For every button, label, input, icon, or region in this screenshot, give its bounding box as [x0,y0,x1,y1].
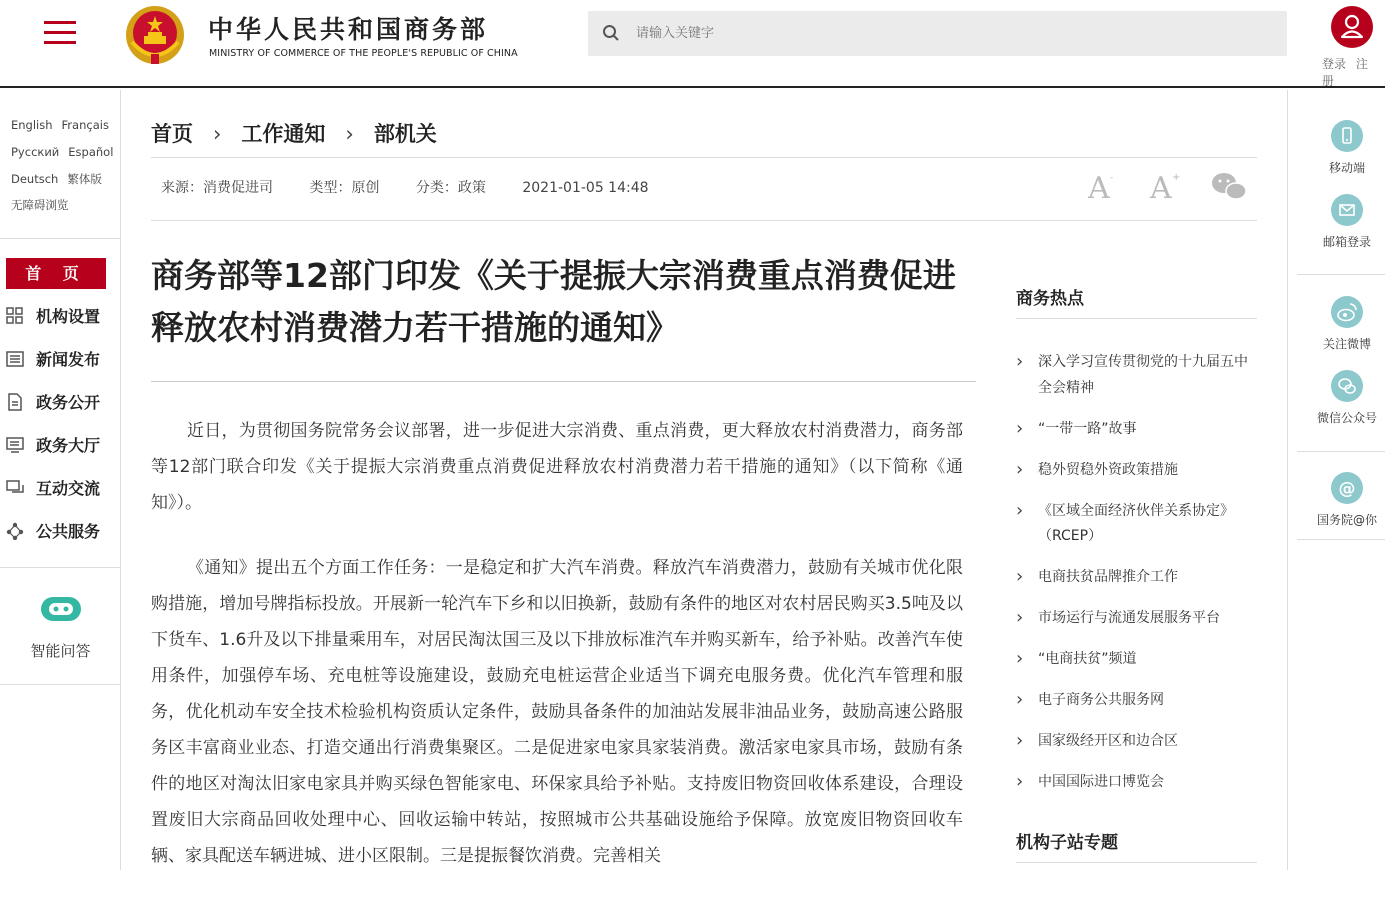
login-link[interactable]: 登录 [1322,57,1347,71]
meta-datetime: 2021-01-05 14:48 [522,180,649,196]
share-icon [6,522,24,540]
register-link[interactable]: 注册 [1322,57,1368,88]
ai-assistant-label: 智能问答 [30,642,91,660]
divider [1016,862,1257,863]
hot-topic-item[interactable]: › 电商扶贫品牌推介工作 [1016,565,1257,591]
article-paragraph: 《通知》提出五个方面工作任务：一是稳定和扩大汽车消费。释放汽车消费潜力，鼓励有关城市优化限购措施，增加号牌指标投放。开展新一轮汽车下乡和以旧换新，鼓励有条件的地区对农村居民购买3.5吨及以下货车、1.6升及以下排量乘用车，对居民淘汰国三及以下排放标准汽车并购买新车，给予补贴。改善汽车使用条件，加强停车场、充电桩等设施建设，鼓励充电桩运营企业适当下调充电服务费。优化汽车管理和服务，优化机动车安全技术检验机构资质认定条件，鼓励具备条件的加油站发展非油品业务，鼓励高速公路服务区丰富商业业态、打造交通出行消费集聚区。二是促进家电家具家装消费。激活家电家具市场，鼓励有条件的地区对淘汰旧家电家具并购买绿色智能家电、环保家具给予补贴。支持废旧物资回收体系建设，合理设置废旧大宗商品回收处理中心、回收运输中转站，按照城市公共基础设施给予保障。放宽废旧物资回收车辆、家具配送车辆进城、进小区限制。三是提振餐饮消费。完善相关 [151,558,963,866]
nav-home[interactable]: 首 页 [6,258,106,289]
font-tools [1088,166,1248,210]
state-council-link[interactable] [1297,472,1385,528]
nav-item-interaction[interactable] [6,474,116,502]
breadcrumb [151,118,437,148]
svg-text:@: @ [1338,479,1356,499]
mobile-icon [1331,120,1363,152]
article-title: 商务部等12部门印发《关于提振大宗消费重点消费促进释放农村消费潜力若干措施的通知》 [151,256,956,347]
mobile-link[interactable] [1297,120,1385,176]
wechat-link[interactable] [1297,370,1385,426]
nav-label: 政务公开 [36,393,101,412]
wechat-icon [1331,370,1363,402]
hot-topic-item[interactable]: › 中国国际进口博览会 [1016,770,1257,796]
divider [1297,451,1385,452]
sub-sites-title: 机构子站专题 [1016,833,1118,853]
site-name-en: MINISTRY OF COMMERCE OF THE PEOPLE'S REPUBLIC OF CHINA [209,48,518,59]
wechat-share-icon[interactable] [1212,173,1246,199]
divider [0,684,121,685]
lang-french[interactable]: Français [61,118,109,132]
hot-topic-item[interactable]: › 电子商务公共服务网 [1016,688,1257,714]
accessibility-link[interactable]: 无障碍浏览 [11,198,69,213]
svg-text:A: A [1088,171,1110,206]
article-meta [161,177,681,197]
breadcrumb-notice[interactable]: 工作通知 [241,122,326,146]
ai-assistant-button[interactable] [0,594,121,628]
site-header [0,0,1385,88]
nav-item-public-service[interactable] [6,517,116,545]
article-body [151,413,963,903]
nav-item-news[interactable] [6,345,116,373]
nav-label: 互动交流 [36,479,101,498]
left-sidebar [0,90,121,870]
mail-icon [1331,194,1363,226]
chevron-right-icon: › [345,122,354,146]
meta-source: 来源：消费促进司 [161,180,273,196]
divider [151,157,1257,158]
monitor-icon [6,436,24,454]
news-icon [6,350,24,368]
divider [0,567,121,568]
lang-traditional[interactable]: 繁体版 [67,171,102,186]
meta-category: 分类：政策 [415,180,486,196]
chat-icon [6,479,24,497]
language-links [0,90,120,219]
divider [151,381,976,382]
hot-topics-title: 商务热点 [1016,289,1084,309]
breadcrumb-dept[interactable]: 部机关 [373,122,437,146]
breadcrumb-home[interactable]: 首页 [151,122,193,146]
user-avatar-icon[interactable] [1331,6,1373,48]
nav-label: 机构设置 [36,307,101,326]
robot-icon [38,594,84,624]
hot-topics-list [1016,350,1257,811]
hot-topic-item[interactable]: › “一带一路”故事 [1016,417,1257,443]
site-name: 中华人民共和国商务部 [208,15,489,44]
hot-topic-item[interactable]: › 深入学习宣传贯彻党的十九届五中全会精神 [1016,350,1257,401]
hot-topic-item[interactable]: › 稳外贸稳外资政策措施 [1016,458,1257,484]
grid-icon [6,307,24,325]
nav-item-gov-open[interactable] [6,388,116,416]
divider [1297,539,1385,540]
search-input[interactable] [636,11,1276,56]
svg-text:-: - [1110,173,1114,183]
weibo-link[interactable] [1297,296,1385,352]
nav-label: 政务大厅 [36,436,101,455]
svg-text:+: + [1172,172,1181,183]
article-paragraph: 近日，为贯彻国务院常务会议部署，进一步促进大宗消费、重点消费，更大释放农村消费潜力，商务部等12部门联合印发《关于提振大宗消费重点消费促进释放农村消费潜力若干措施的通知》（以下简称《通知》）。 [151,421,963,513]
user-links [1322,55,1385,89]
font-smaller-icon[interactable] [1088,171,1113,206]
svg-text:A: A [1150,171,1172,206]
hot-topic-item[interactable]: › “电商扶贫”频道 [1016,647,1257,673]
search-bar [588,11,1287,56]
nav-item-org[interactable] [6,302,116,330]
right-toolbar [1287,90,1385,870]
at-icon [1331,472,1363,504]
far-label: 关注微博 [1322,337,1371,351]
far-label: 移动端 [1328,161,1365,175]
far-label: 微信公众号 [1316,411,1377,425]
font-larger-icon[interactable] [1149,171,1180,206]
divider [0,238,121,239]
nav-label: 公共服务 [36,522,101,541]
meta-type: 类型：原创 [309,180,380,196]
weibo-icon [1331,296,1363,328]
lang-german[interactable]: Deutsch [11,171,59,186]
divider [151,220,1257,221]
divider [1297,274,1385,275]
national-emblem-icon[interactable] [124,4,186,66]
far-label: 国务院@你 [1316,513,1377,527]
menu-icon[interactable] [44,20,76,46]
lang-english[interactable]: English [11,118,53,132]
hot-topic-item[interactable]: › 国家级经开区和边合区 [1016,729,1257,755]
search-icon[interactable] [602,24,620,42]
divider [1016,318,1257,319]
hot-topic-item[interactable]: › 《区域全面经济伙伴关系协定》（RCEP） [1016,499,1257,550]
lang-spanish[interactable]: Español [68,144,114,159]
document-icon [6,393,24,411]
chevron-right-icon: › [213,122,222,146]
hot-topic-item[interactable]: › 市场运行与流通发展服务平台 [1016,606,1257,632]
far-label: 邮箱登录 [1322,235,1371,249]
nav-item-service-hall[interactable] [6,431,116,459]
nav-label: 新闻发布 [36,350,101,369]
mail-link[interactable] [1297,194,1385,250]
lang-russian[interactable]: Русский [11,144,60,159]
